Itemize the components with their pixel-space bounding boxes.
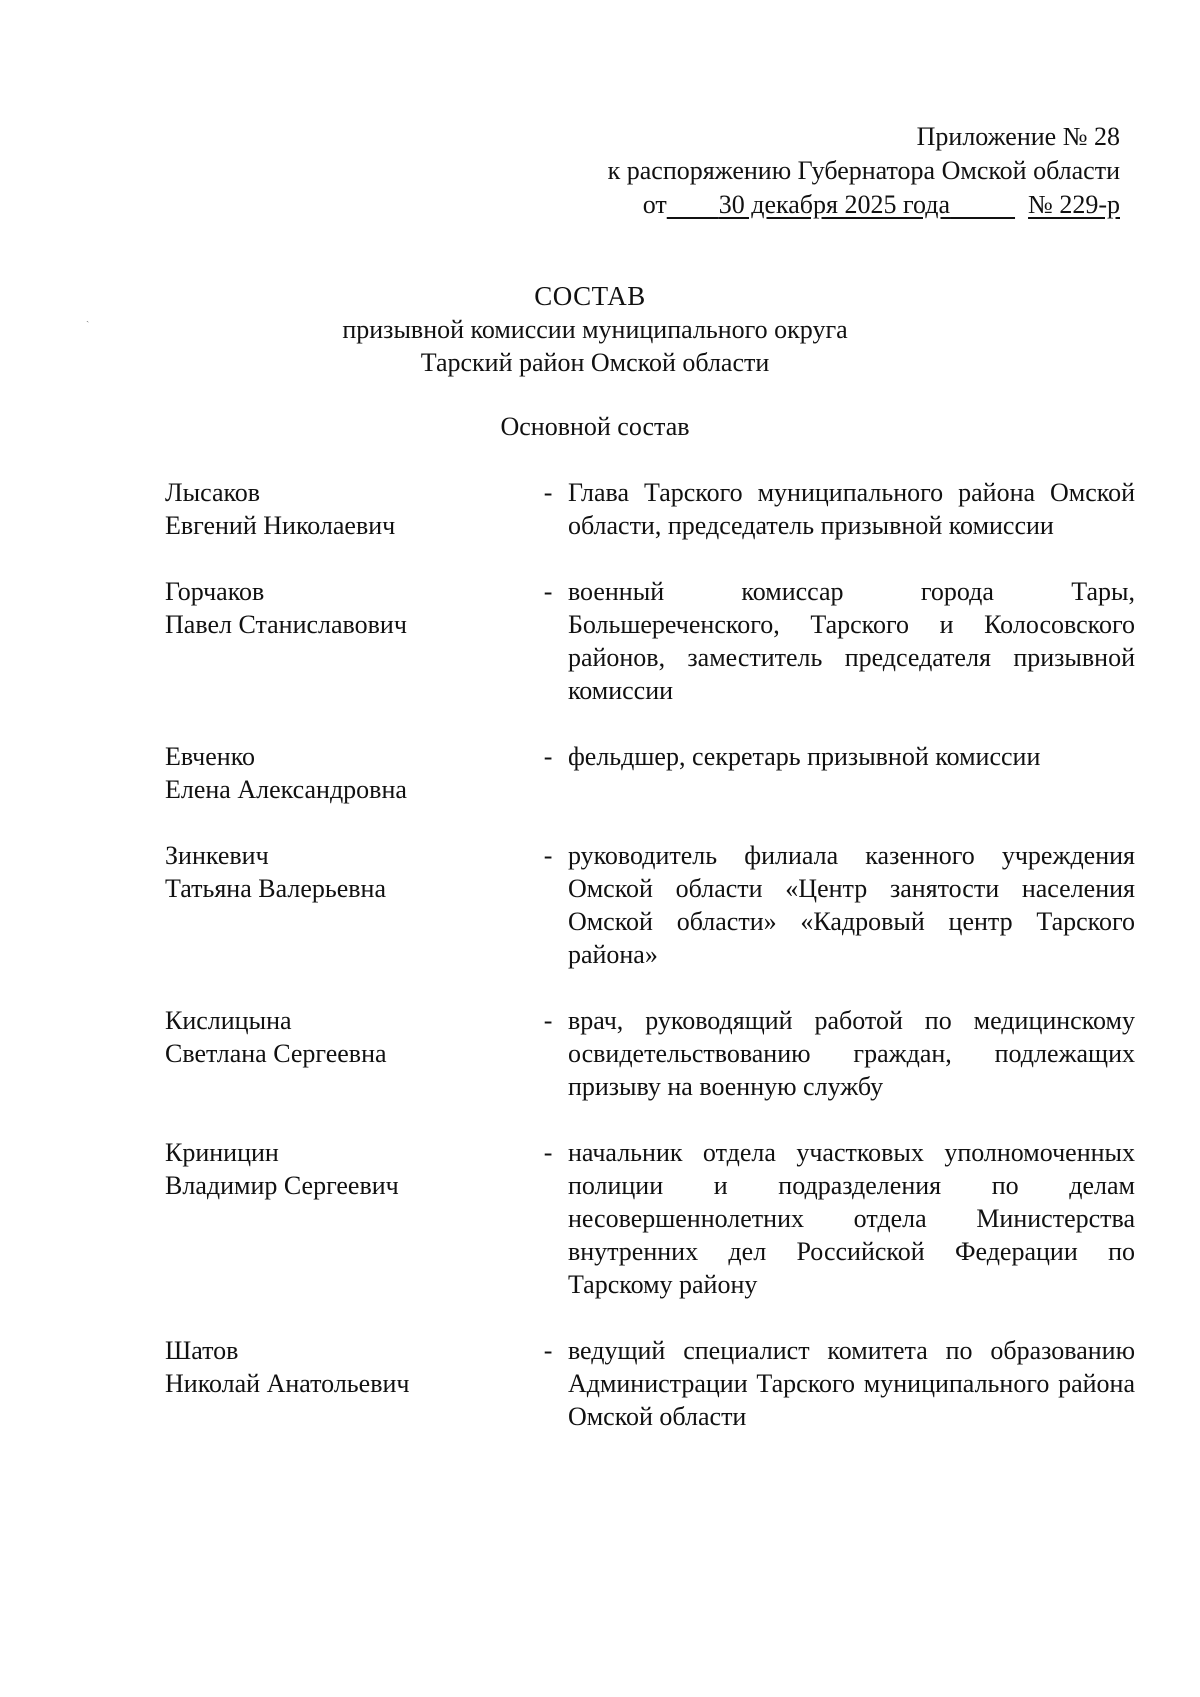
order-reference: к распоряжению Губернатора Омской области: [607, 156, 1120, 185]
appendix-number: Приложение № 28: [916, 122, 1120, 151]
dash-separator: -: [543, 841, 553, 870]
title-heading: СОСТАВ: [534, 281, 646, 311]
scan-mark: ˎ: [86, 312, 90, 323]
appendix-header: [608, 120, 1120, 222]
member-surname: Зинкевич: [165, 841, 269, 870]
date-prefix: от: [642, 190, 667, 219]
member-name: [165, 476, 523, 542]
dash-separator: -: [543, 577, 553, 606]
members-list: [165, 476, 1135, 1433]
member-row: [165, 740, 1135, 806]
member-name: [165, 1136, 523, 1301]
member-role: военный комиссар города Тары, Большереченского, Тарского и Колосовского районов, заместитель председателя призывной комиссии: [567, 577, 1135, 705]
title-line-2: Тарский район Омской области: [420, 348, 770, 377]
member-given-names: Светлана Сергеевна: [165, 1039, 387, 1068]
member-row: [165, 1004, 1135, 1103]
member-name: [165, 1334, 523, 1433]
member-name: [165, 740, 523, 806]
member-row: [165, 1136, 1135, 1301]
member-given-names: Николай Анатольевич: [165, 1369, 410, 1398]
member-given-names: Владимир Сергеевич: [165, 1171, 399, 1200]
member-name: [165, 1004, 523, 1103]
member-given-names: Евгений Николаевич: [165, 511, 396, 540]
dash-separator: -: [543, 1336, 553, 1365]
member-role: Глава Тарского муниципального района Омской области, председатель призывной комиссии: [567, 478, 1135, 540]
member-row: [165, 1334, 1135, 1433]
order-date: 30 декабря 2025 года: [718, 190, 951, 219]
section-title: Основной состав: [500, 412, 690, 441]
dash-separator: -: [543, 478, 553, 507]
member-role: ведущий специалист комитета по образованию Администрации Тарского муниципального района Омской области: [567, 1336, 1135, 1431]
member-row: [165, 476, 1135, 542]
title-line-1: призывной комиссии муниципального округа: [342, 315, 848, 344]
dash-separator: -: [543, 1006, 553, 1035]
member-surname: Лысаков: [165, 478, 261, 507]
member-surname: Евченко: [165, 742, 256, 771]
member-role: руководитель филиала казенного учреждения Омской области «Центр занятости населения Омской области» «Кадровый центр Тарского района»: [567, 841, 1135, 969]
member-surname: Горчаков: [165, 577, 265, 606]
member-row: [165, 839, 1135, 971]
document-title: [0, 280, 1195, 379]
order-date-field: [667, 188, 1015, 222]
member-role: врач, руководящий работой по медицинскому освидетельствованию граждан, подлежащих призыву на военную службу: [567, 1006, 1135, 1101]
member-given-names: Павел Станиславович: [165, 610, 407, 639]
member-given-names: Татьяна Валерьевна: [165, 874, 386, 903]
member-row: [165, 575, 1135, 707]
member-name: [165, 839, 523, 971]
member-surname: Шатов: [165, 1336, 239, 1365]
order-number: № 229-р: [1028, 190, 1120, 219]
member-name: [165, 575, 523, 707]
member-role: начальник отдела участковых уполномоченных полиции и подразделения по делам несовершеннолетних отдела Министерства внутренних дел Российской Федерации по Тарскому району: [567, 1138, 1135, 1299]
member-surname: Криницин: [165, 1138, 279, 1167]
dash-separator: -: [543, 742, 553, 771]
dash-separator: -: [543, 1138, 553, 1167]
member-given-names: Елена Александровна: [165, 775, 407, 804]
member-role: фельдшер, секретарь призывной комиссии: [567, 742, 1041, 771]
order-date-row: [608, 188, 1120, 222]
member-surname: Кислицына: [165, 1006, 292, 1035]
